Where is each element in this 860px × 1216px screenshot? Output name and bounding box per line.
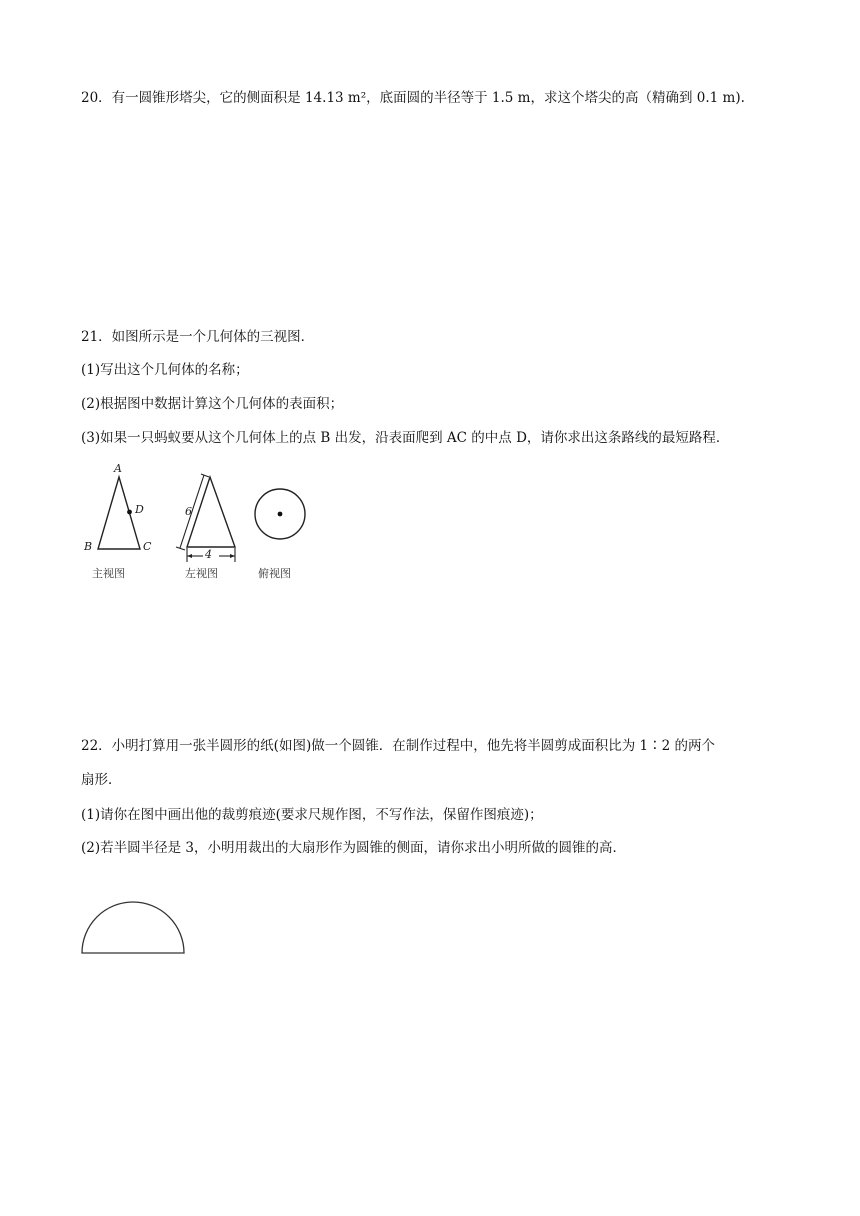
side-view-triangle xyxy=(172,470,252,570)
question-21-part-3: (3)如果一只蚂蚁要从这个几何体上的点 B 出发，沿表面爬到 AC 的中点 D，请你求出这条路线的最短路程． xyxy=(81,430,730,446)
question-21-part-1: (1)写出这个几何体的名称； xyxy=(81,362,249,378)
question-21-stem: 21．如图所示是一个几何体的三视图． xyxy=(81,329,315,345)
question-22-stem-line-1: 22．小明打算用一张半圆形的纸(如图)做一个圆锥．在制作过程中，他先将半圆剪成面积比为 1∶2 的两个 xyxy=(81,738,715,754)
question-22-part-2: (2)若半圆半径是 3，小明用裁出的大扇形作为圆锥的侧面，请你求出小明所做的圆锥的高． xyxy=(81,840,627,856)
question-21-part-2: (2)根据图中数据计算这个几何体的表面积； xyxy=(81,396,344,412)
point-label-a: A xyxy=(114,462,122,475)
top-view-circle xyxy=(252,486,312,546)
side-view-caption: 左视图 xyxy=(185,567,218,580)
point-label-b: B xyxy=(84,540,93,553)
front-view-triangle xyxy=(90,462,160,552)
dimension-base: 4 xyxy=(205,548,212,561)
point-label-c: C xyxy=(143,540,152,553)
semicircle-figure xyxy=(80,898,190,958)
question-20: 20．有一圆锥形塔尖，它的侧面积是 14.13 m²，底面圆的半径等于 1.5 m，求这个塔尖的高（精确到 0.1 m). xyxy=(81,90,745,106)
dimension-slant: 6 xyxy=(185,505,192,518)
question-22-stem-line-2: 扇形． xyxy=(81,772,122,788)
question-22-part-1: (1)请你在图中画出他的裁剪痕迹(要求尺规作图，不写作法，保留作图痕迹)； xyxy=(81,807,543,823)
front-view-caption: 主视图 xyxy=(92,567,125,580)
top-view-caption: 俯视图 xyxy=(258,567,291,580)
point-label-d: D xyxy=(135,503,144,516)
